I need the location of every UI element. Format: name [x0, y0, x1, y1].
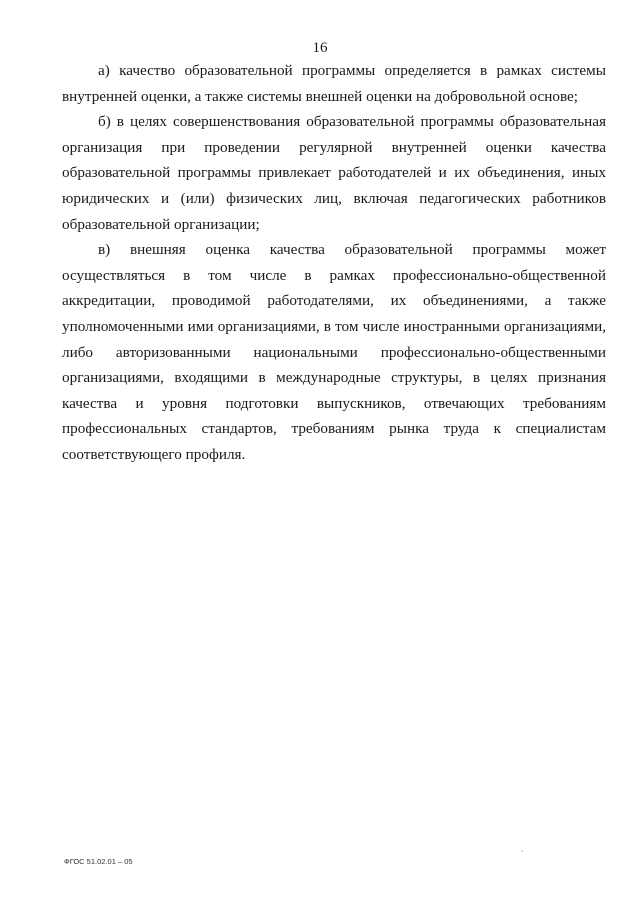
text-line: аккредитации, проводимой работодателями, их объединениями, а также [62, 292, 606, 310]
text-line: уполномоченными ими организациями, в том числе иностранными организациями, [62, 317, 606, 335]
text-line: соответствующего профиля. [62, 445, 246, 463]
text-line: осуществляться в том числе в рамках профессионально-общественной [62, 266, 606, 284]
paragraph-v [62, 237, 606, 467]
paragraph-a [62, 58, 606, 109]
text-line: либо авторизованными национальными профессионально-общественными [62, 343, 606, 361]
text-line: внутренней оценки, а также системы внешней оценки на добровольной основе; [62, 87, 578, 105]
page-number: 16 [312, 40, 328, 56]
text-line: образовательной программы привлекает работодателей и их объединения, иных [62, 164, 606, 182]
text-line: образовательной организации; [62, 215, 260, 233]
text-line: а) качество образовательной программы определяется в рамках системы [98, 62, 606, 79]
document-code-footer: ФГОС 51.02.01 – 05 [64, 857, 133, 866]
paragraph-b [62, 109, 606, 237]
text-line: организация при проведении регулярной внутренней оценки качества [62, 138, 606, 156]
text-line: юридических и (или) физических лиц, включая педагогических работников [62, 189, 606, 207]
text-line: организациями, входящими в международные структуры, в целях признания [62, 369, 606, 387]
text-line: профессиональных стандартов, требованиям рынка труда к специалистам [62, 420, 606, 438]
scan-speck [521, 850, 523, 852]
text-line: качества и уровня подготовки выпускников, отвечающих требованиям [62, 394, 606, 412]
text-line: в) внешняя оценка качества образовательной программы может [98, 241, 606, 259]
text-line: б) в целях совершенствования образовательной программы образовательная [98, 113, 606, 131]
page-content [62, 58, 606, 468]
